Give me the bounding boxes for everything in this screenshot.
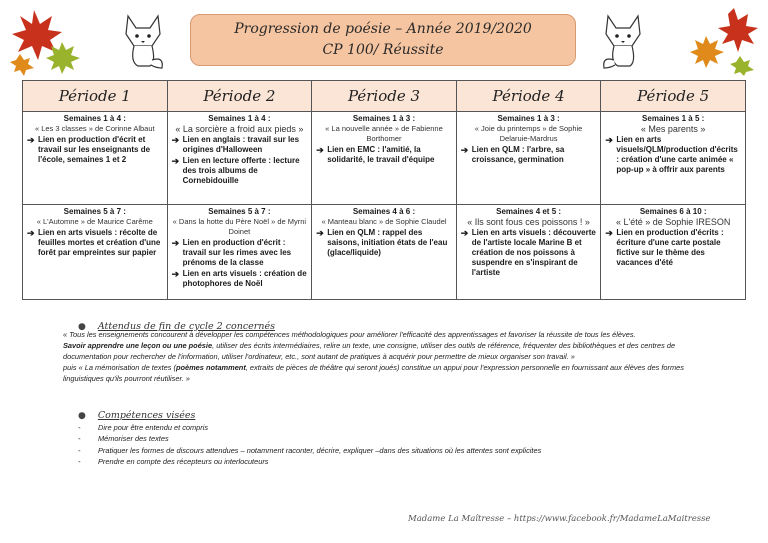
poem-source: « Dans la hotte du Père Noël » de Myrni Doinet <box>172 217 307 236</box>
period-header: Période 2 <box>167 81 312 112</box>
poem-source: « Mes parents » <box>640 124 706 134</box>
weeks-label: Semaines 5 à 7 : <box>63 207 126 216</box>
table-cell <box>312 112 457 205</box>
table-cell <box>312 205 457 300</box>
table-cell <box>456 112 601 205</box>
arrow-right-icon: ➔ <box>460 228 469 238</box>
arrow-right-icon: ➔ <box>460 145 469 155</box>
fox-icon <box>598 10 648 70</box>
arrow-right-icon: ➔ <box>27 135 35 145</box>
poem-source: « L'Automne » de Maurice Carême <box>36 217 153 226</box>
table-cell <box>23 205 168 300</box>
list-item: - Dire pour être entendu et compris <box>78 423 209 432</box>
bullet-icon: ● <box>78 410 86 421</box>
list-item: ➔ Lien en arts visuels/QLM/production d'écrits : création d'une carte animée « pop-up » à offrir aux parents <box>605 135 738 174</box>
weeks-label: Semaines 6 à 10 : <box>639 207 707 216</box>
arrow-right-icon: ➔ <box>171 156 180 166</box>
table-cell <box>167 205 312 300</box>
list-item: ➔ Lien en production d'écrit : travail sur les rimes avec les prénoms de la classe <box>171 238 292 267</box>
list-item: ➔ Lien en lecture offerte : lecture des trois albums de Cornebidouille <box>171 156 300 185</box>
poem-source: « Les 3 classes » de Corinne Albaut <box>34 124 155 133</box>
progression-table <box>22 80 746 300</box>
poem-source: « Joie du printemps » de Sophie Delaruie-Mardrus <box>474 124 583 143</box>
table-header-row <box>23 81 746 112</box>
weeks-label: Semaines 5 à 7 : <box>208 207 271 216</box>
title-line-2: CP 100/ Réussite <box>322 42 444 58</box>
table-cell <box>23 112 168 205</box>
weeks-label: Semaines 1 à 5 : <box>642 114 705 123</box>
section-heading-competences: ● Compétences visées <box>78 410 196 421</box>
table-cell <box>456 205 601 300</box>
weeks-label: Semaines 1 à 3 : <box>352 114 416 123</box>
program-quote: « Tous les enseignements concourent à développer les compétences méthodologiques pour améliorer l'efficacité des apprentissages et favoriser la réussite de tous les élèves. Savoir apprendre une leçon ou une poésie, utiliser des écrits intermédiaires, relire un texte, une consigne, utiliser des outils de référence, fréquenter des bibliothèques et des centres de documentation pour rechercher de l'information, utiliser l'ordinateur, etc., sont autant de pratiques à acquérir pour permettre de mieux organiser son travail. » puis « La mémorisation de textes (poèmes notamment, extraits de pièces de théâtre qui seront joués) constitue un appui pour l'expression personnelle en fournissant aux élèves des formes linguistiques qu'ils pourront réutiliser. » <box>63 330 684 383</box>
competences-list <box>78 422 541 467</box>
list-item: ➔ Lien en arts visuels : découverte de l'artiste locale Marine B et création de nos poissons à suspendre en s'inspirant de l'artiste <box>460 228 596 277</box>
autumn-leaves-left-icon <box>4 2 84 76</box>
list-item: ➔ Lien en QLM : rappel des saisons, initiation états de l'eau (glace/liquide) <box>316 228 448 257</box>
weeks-label: Semaines 1 à 4 : <box>208 114 271 123</box>
arrow-right-icon: ➔ <box>27 228 35 238</box>
period-header: Période 3 <box>312 81 457 112</box>
weeks-label: Semaines 1 à 4 : <box>63 114 126 123</box>
poem-source: « Ils sont fous ces poissons ! » <box>467 217 590 227</box>
list-item: - Prendre en compte des récepteurs ou interlocuteurs <box>78 456 269 466</box>
list-item: ➔ Lien en arts visuels : création de photophores de Noël <box>171 269 307 288</box>
page-title <box>190 14 576 66</box>
table-row <box>23 205 746 300</box>
list-item: ➔ Lien en anglais : travail sur les origines d'Halloween <box>171 135 300 154</box>
arrow-right-icon: ➔ <box>316 145 324 155</box>
weeks-label: Semaines 4 à 6 : <box>352 207 416 216</box>
arrow-right-icon: ➔ <box>316 228 324 238</box>
footer-signature: Madame La Maîtresse – https://www.facebook.fr/MadameLaMaitresse <box>408 514 711 524</box>
table-row <box>23 112 746 205</box>
list-item: ➔ Lien en EMC : l'amitié, la solidarité, le travail d'équipe <box>316 145 435 164</box>
list-item: ➔ Lien en arts visuels : récolte de feuilles mortes et création d'une forêt par empreintes sur papier <box>27 228 161 257</box>
period-header: Période 1 <box>23 81 168 112</box>
period-header: Période 4 <box>456 81 601 112</box>
poem-source: « La nouvelle année » de Fabienne Borthomer <box>325 124 443 143</box>
weeks-label: Semaines 4 et 5 : <box>496 207 562 216</box>
list-item: - Pratiquer les formes de discours attendues – notamment raconter, décrire, expliquer –dans des situations où les attentes sont explicites <box>78 445 542 455</box>
poem-source: « L'été » de Sophie IRESON <box>616 217 731 227</box>
table-cell <box>167 112 312 205</box>
autumn-leaves-right-icon <box>684 2 764 76</box>
list-item: ➔ Lien en production d'écrits : écriture d'une carte postale fictive sur le thème des vacances d'été <box>605 228 724 267</box>
section-heading-attendus: ● Attendus de fin de cycle 2 concernés <box>78 321 275 332</box>
arrow-right-icon: ➔ <box>605 135 613 145</box>
arrow-right-icon: ➔ <box>171 135 180 145</box>
fox-icon <box>118 10 168 70</box>
table-cell <box>601 205 746 300</box>
bullet-icon: ● <box>78 321 86 332</box>
list-item: ➔ Lien en production d'écrit et travail sur les enseignants de l'école, semaines 1 et 2 <box>27 135 151 164</box>
table-cell <box>601 112 746 205</box>
poem-source: « La sorcière a froid aux pieds » <box>175 124 304 134</box>
arrow-right-icon: ➔ <box>171 238 180 248</box>
arrow-right-icon: ➔ <box>605 228 613 238</box>
period-header: Période 5 <box>601 81 746 112</box>
arrow-right-icon: ➔ <box>171 269 180 279</box>
poem-source: « Manteau blanc » de Sophie Claudel <box>321 217 447 226</box>
title-line-1: Progression de poésie – Année 2019/2020 <box>234 21 532 37</box>
weeks-label: Semaines 1 à 3 : <box>497 114 560 123</box>
list-item: ➔ Lien en QLM : l'arbre, sa croissance, germination <box>460 145 565 164</box>
list-item: - Mémoriser des textes <box>78 434 169 444</box>
